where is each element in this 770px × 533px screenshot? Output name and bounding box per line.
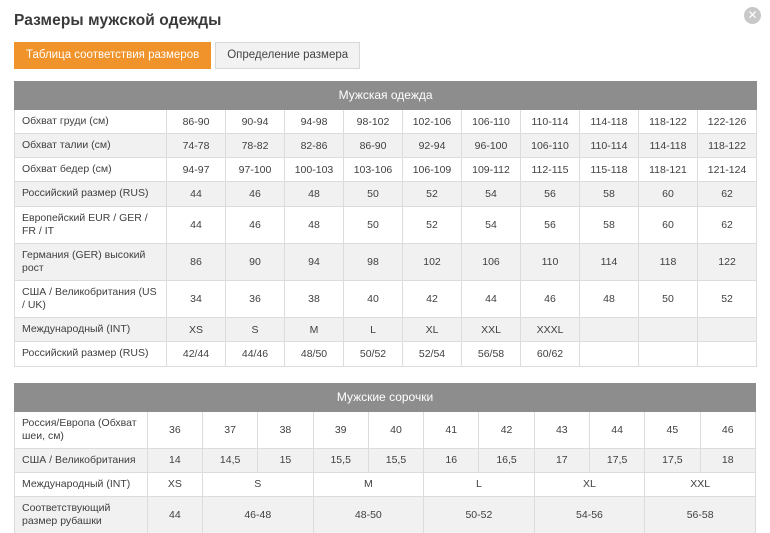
cell: 16,5 (479, 448, 534, 472)
cell: L (424, 472, 535, 496)
page-title: Размеры мужской одежды (14, 12, 222, 29)
cell: 103-106 (344, 158, 403, 182)
cell: 43 (534, 411, 589, 448)
cell: 96-100 (462, 134, 521, 158)
cell: XXL (462, 318, 521, 342)
cell: 121-124 (698, 158, 757, 182)
cell: 58 (580, 182, 639, 206)
row-label: Германия (GER) высокий рост (15, 243, 167, 280)
cell: 52 (403, 182, 462, 206)
cell: 38 (285, 281, 344, 318)
cell: 86-90 (167, 110, 226, 134)
cell (698, 318, 757, 342)
close-icon[interactable]: ✕ (744, 7, 761, 24)
cell: M (313, 472, 424, 496)
cell: 58 (580, 206, 639, 243)
table-row (15, 448, 756, 472)
cell: 50 (344, 182, 403, 206)
row-label: Обхват груди (см) (15, 110, 167, 134)
table-row (15, 497, 756, 533)
cell: 44 (167, 182, 226, 206)
cell: 50 (344, 206, 403, 243)
cell: 114-118 (580, 110, 639, 134)
row-label: США / Великобритания (15, 448, 148, 472)
cell: XL (534, 472, 645, 496)
row-label: Международный (INT) (15, 318, 167, 342)
cell: 97-100 (226, 158, 285, 182)
cell: 106 (462, 243, 521, 280)
cell: M (285, 318, 344, 342)
cell: 110-114 (580, 134, 639, 158)
cell: 40 (368, 411, 423, 448)
table-row (15, 134, 757, 158)
cell: 48 (285, 206, 344, 243)
cell: 40 (344, 281, 403, 318)
tab-size-table[interactable]: Таблица соответствия размеров (14, 42, 211, 69)
cell: 118-122 (639, 110, 698, 134)
cell: 46-48 (202, 497, 313, 533)
cell (698, 342, 757, 366)
row-label: Россия/Европа (Обхват шеи, см) (15, 411, 148, 448)
cell: 86-90 (344, 134, 403, 158)
cell: 56 (521, 206, 580, 243)
cell: 46 (226, 206, 285, 243)
cell: 122 (698, 243, 757, 280)
cell: L (344, 318, 403, 342)
cell: XXL (645, 472, 756, 496)
cell: 17,5 (645, 448, 700, 472)
table-row (15, 182, 757, 206)
tab-bar (0, 30, 770, 69)
cell: 60/62 (521, 342, 580, 366)
cell: 106-109 (403, 158, 462, 182)
cell: 42/44 (167, 342, 226, 366)
cell: 78-82 (226, 134, 285, 158)
cell: XXXL (521, 318, 580, 342)
cell: 118-122 (698, 134, 757, 158)
tables-container (0, 69, 770, 533)
table-row (15, 472, 756, 496)
cell: 48 (285, 182, 344, 206)
cell: 94 (285, 243, 344, 280)
cell: 114-118 (639, 134, 698, 158)
cell: 60 (639, 206, 698, 243)
cell (639, 318, 698, 342)
cell: S (226, 318, 285, 342)
cell: 92-94 (403, 134, 462, 158)
tab-size-determination[interactable]: Определение размера (215, 42, 360, 69)
cell: 56-58 (645, 497, 756, 533)
cell: XL (403, 318, 462, 342)
cell: 41 (424, 411, 479, 448)
cell: 60 (639, 182, 698, 206)
cell: 100-103 (285, 158, 344, 182)
cell: 14,5 (202, 448, 257, 472)
cell: 115-118 (580, 158, 639, 182)
cell: 94-98 (285, 110, 344, 134)
cell: 52 (698, 281, 757, 318)
row-label: Соответствующий размер рубашки (15, 497, 148, 533)
cell: 102-106 (403, 110, 462, 134)
cell: 52/54 (403, 342, 462, 366)
table2-header: Мужские сорочки (15, 383, 756, 411)
mens-clothing-table (14, 81, 757, 367)
cell: 62 (698, 206, 757, 243)
cell: 56/58 (462, 342, 521, 366)
cell: 112-115 (521, 158, 580, 182)
table1-header-row (15, 82, 757, 110)
cell: 45 (645, 411, 700, 448)
cell: 46 (226, 182, 285, 206)
cell: 90 (226, 243, 285, 280)
cell: 106-110 (521, 134, 580, 158)
cell: 98-102 (344, 110, 403, 134)
cell: 94-97 (167, 158, 226, 182)
table1-header: Мужская одежда (15, 82, 757, 110)
cell: 102 (403, 243, 462, 280)
cell: 114 (580, 243, 639, 280)
cell: 42 (403, 281, 462, 318)
cell: 122-126 (698, 110, 757, 134)
cell: 74-78 (167, 134, 226, 158)
table-row (15, 342, 757, 366)
cell: 82-86 (285, 134, 344, 158)
cell: 56 (521, 182, 580, 206)
cell: 15,5 (368, 448, 423, 472)
cell: 14 (147, 448, 202, 472)
cell: 50 (639, 281, 698, 318)
cell: 34 (167, 281, 226, 318)
cell: 44 (167, 206, 226, 243)
table-divider (14, 367, 756, 383)
cell: 15 (258, 448, 313, 472)
row-label: Российский размер (RUS) (15, 342, 167, 366)
cell: 90-94 (226, 110, 285, 134)
cell: 52 (403, 206, 462, 243)
cell: 54-56 (534, 497, 645, 533)
row-label: Российский размер (RUS) (15, 182, 167, 206)
cell: 110-114 (521, 110, 580, 134)
cell: 42 (479, 411, 534, 448)
row-label: США / Великобритания (US / UK) (15, 281, 167, 318)
table-row (15, 411, 756, 448)
cell: 50-52 (424, 497, 535, 533)
cell: 46 (700, 411, 755, 448)
table-row (15, 110, 757, 134)
cell: 17,5 (589, 448, 644, 472)
cell: 44 (589, 411, 644, 448)
cell (580, 342, 639, 366)
table-row (15, 158, 757, 182)
cell: XS (147, 472, 202, 496)
cell: 54 (462, 206, 521, 243)
cell: 15,5 (313, 448, 368, 472)
cell (580, 318, 639, 342)
row-label: Международный (INT) (15, 472, 148, 496)
cell: 106-110 (462, 110, 521, 134)
cell: 36 (147, 411, 202, 448)
table-row (15, 281, 757, 318)
cell: 110 (521, 243, 580, 280)
row-label: Европейский EUR / GER / FR / IT (15, 206, 167, 243)
cell: 50/52 (344, 342, 403, 366)
cell: 38 (258, 411, 313, 448)
cell: 44 (147, 497, 202, 533)
cell: 118-121 (639, 158, 698, 182)
table2-header-row (15, 383, 756, 411)
cell: 62 (698, 182, 757, 206)
cell: 48-50 (313, 497, 424, 533)
cell: 18 (700, 448, 755, 472)
cell: 44/46 (226, 342, 285, 366)
cell: 46 (521, 281, 580, 318)
cell: 86 (167, 243, 226, 280)
row-label: Обхват талии (см) (15, 134, 167, 158)
cell: 54 (462, 182, 521, 206)
cell: 48 (580, 281, 639, 318)
table-row (15, 243, 757, 280)
cell: 44 (462, 281, 521, 318)
mens-shirts-table (14, 383, 756, 533)
cell: 17 (534, 448, 589, 472)
row-label: Обхват бедер (см) (15, 158, 167, 182)
cell: 36 (226, 281, 285, 318)
cell: 16 (424, 448, 479, 472)
cell: 37 (202, 411, 257, 448)
cell: 109-112 (462, 158, 521, 182)
cell: 118 (639, 243, 698, 280)
cell: 98 (344, 243, 403, 280)
cell: S (202, 472, 313, 496)
table-row (15, 318, 757, 342)
table-row (15, 206, 757, 243)
cell: XS (167, 318, 226, 342)
cell (639, 342, 698, 366)
cell: 48/50 (285, 342, 344, 366)
cell: 39 (313, 411, 368, 448)
